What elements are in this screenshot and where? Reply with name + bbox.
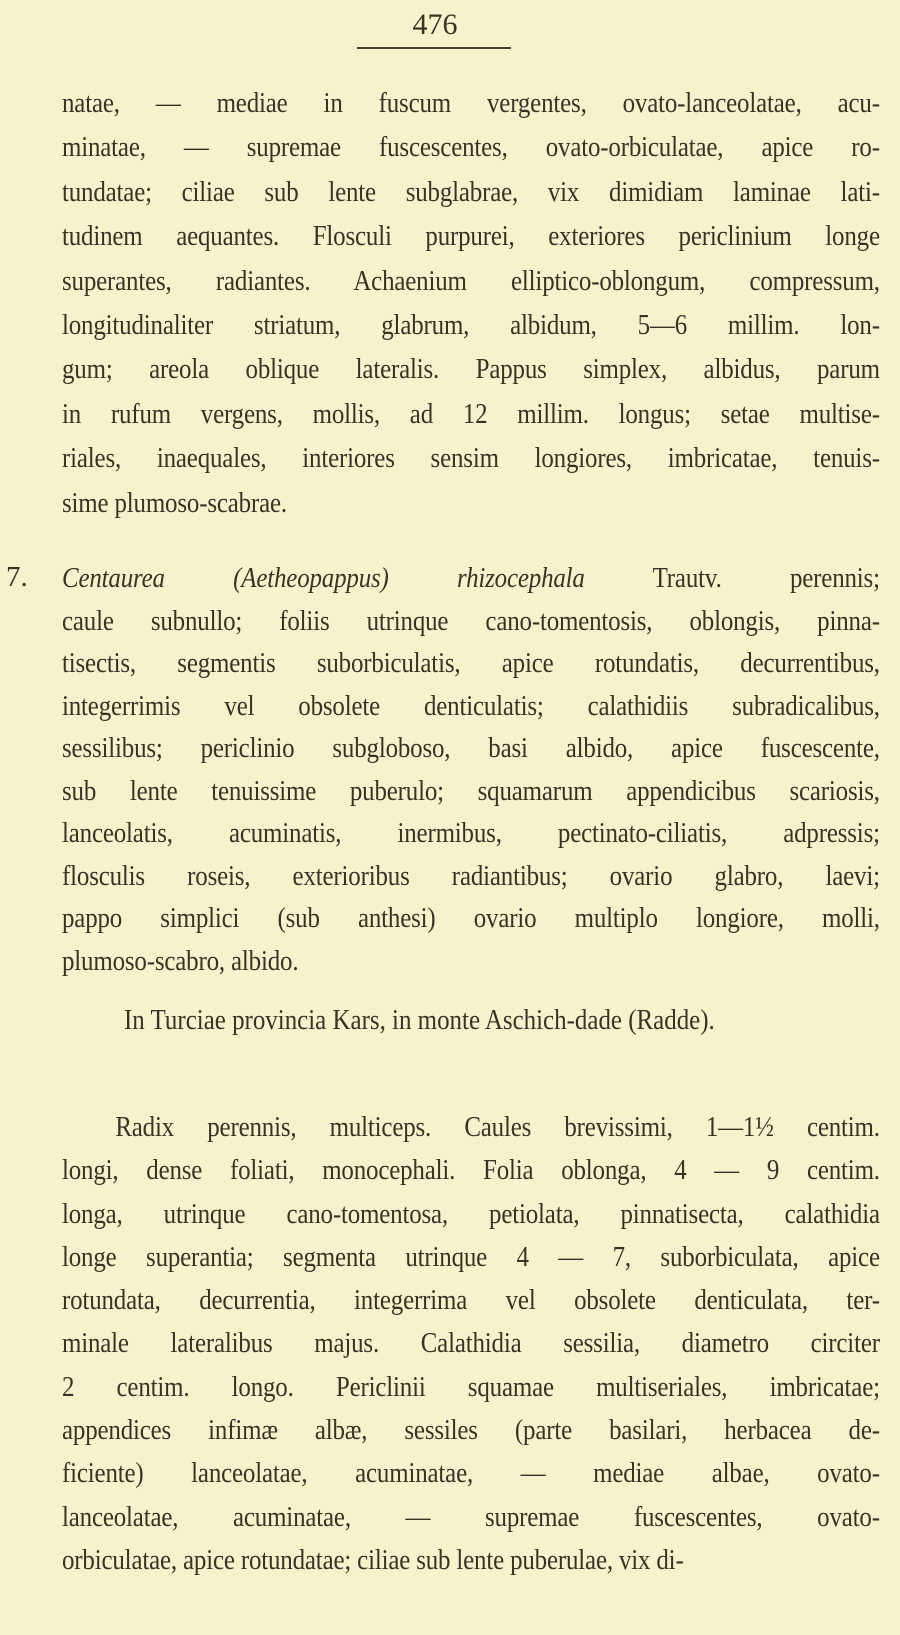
- species-heading-line: [62, 557, 880, 600]
- species-author: Trautv. perennis;: [652, 562, 880, 594]
- text-line: orbiculatae, apice rotundatae; ciliae sub lente puberulae, vix di-: [62, 1543, 684, 1576]
- text-line: pappo simplici (sub anthesi) ovario multiplo longiore, molli,: [62, 902, 880, 934]
- text-line: flosculis roseis, exterioribus radiantibus; ovario glabro, laevi;: [62, 859, 880, 892]
- locality: In Turciae provincia Kars, in monte Aschich-dade (Radde).: [124, 1004, 715, 1036]
- text-line: Radix perennis, multiceps. Caules brevissimi, 1—1½ centim.: [115, 1111, 880, 1143]
- text-line: caule subnullo; foliis utrinque cano-tomentosis, oblongis, pinna-: [62, 604, 880, 637]
- text-line: longe superantia; segmenta utrinque 4 — 7, suborbiculata, apice: [62, 1240, 880, 1273]
- text-line: minale lateralibus majus. Calathidia sessilia, diametro circiter: [62, 1327, 880, 1360]
- text-line: lanceolatae, acuminatae, — supremae fuscescentes, ovato-: [62, 1500, 880, 1533]
- text-line: lanceolatis, acuminatis, inermibus, pectinato-ciliatis, adpressis;: [62, 817, 880, 849]
- species-name: Centaurea (Aetheopappus) rhizocephala: [62, 562, 585, 594]
- text-line: longitudinaliter striatum, glabrum, albidum, 5—6 millim. lon-: [62, 308, 880, 341]
- text-line: tisectis, segmentis suborbiculatis, apice rotundatis, decurrentibus,: [62, 647, 880, 679]
- text-line: sessilibus; periclinio subgloboso, basi albido, apice fuscescente,: [62, 732, 880, 764]
- page-number: 476: [412, 8, 458, 41]
- text-line: sime plumoso-scabrae.: [62, 486, 287, 519]
- text-line: natae, — mediae in fuscum vergentes, ovato-lanceolatae, acu-: [62, 87, 880, 119]
- paragraph-continuation: [62, 81, 880, 525]
- species-description: [62, 1106, 880, 1582]
- text-line: 2 centim. longo. Periclinii squamae multiseriales, imbricatae;: [62, 1370, 880, 1403]
- species-7-diagnosis: [6, 557, 880, 982]
- text-line: gum; areola oblique lateralis. Pappus simplex, albidus, parum: [62, 353, 880, 386]
- text-line: integerrimis vel obsolete denticulatis; calathidiis subradicalibus,: [62, 689, 880, 722]
- text-line: riales, inaequales, interiores sensim longiores, imbricatae, tenuis-: [62, 442, 880, 475]
- text-line: tudinem aequantes. Flosculi purpurei, exteriores periclinium longe: [62, 220, 880, 253]
- species-number: 7.: [6, 561, 28, 593]
- text-line: tundatae; ciliae sub lente subglabrae, vix dimidiam laminae lati-: [62, 175, 880, 208]
- header-rule: [357, 47, 511, 49]
- text-line: superantes, radiantes. Achaenium elliptico-oblongum, compressum,: [62, 264, 880, 297]
- text-line: plumoso-scabro, albido.: [62, 944, 299, 977]
- text-line: longa, utrinque cano-tomentosa, petiolata, pinnatisecta, calathidia: [62, 1197, 880, 1230]
- text-line: ficiente) lanceolatae, acuminatae, — mediae albae, ovato-: [62, 1457, 880, 1490]
- text-line: rotundata, decurrentia, integerrima vel obsolete denticulata, ter-: [62, 1284, 880, 1317]
- text-line: minatae, — supremae fuscescentes, ovato-orbiculatae, apice ro-: [62, 131, 880, 164]
- text-line: sub lente tenuissime puberulo; squamarum appendicibus scariosis,: [62, 774, 880, 807]
- text-line: in rufum vergens, mollis, ad 12 millim. longus; setae multise-: [62, 397, 880, 430]
- text-line: appendices infimæ albæ, sessiles (parte basilari, herbacea de-: [62, 1414, 880, 1447]
- text-line: longi, dense foliati, monocephali. Folia oblonga, 4 — 9 centim.: [62, 1154, 880, 1187]
